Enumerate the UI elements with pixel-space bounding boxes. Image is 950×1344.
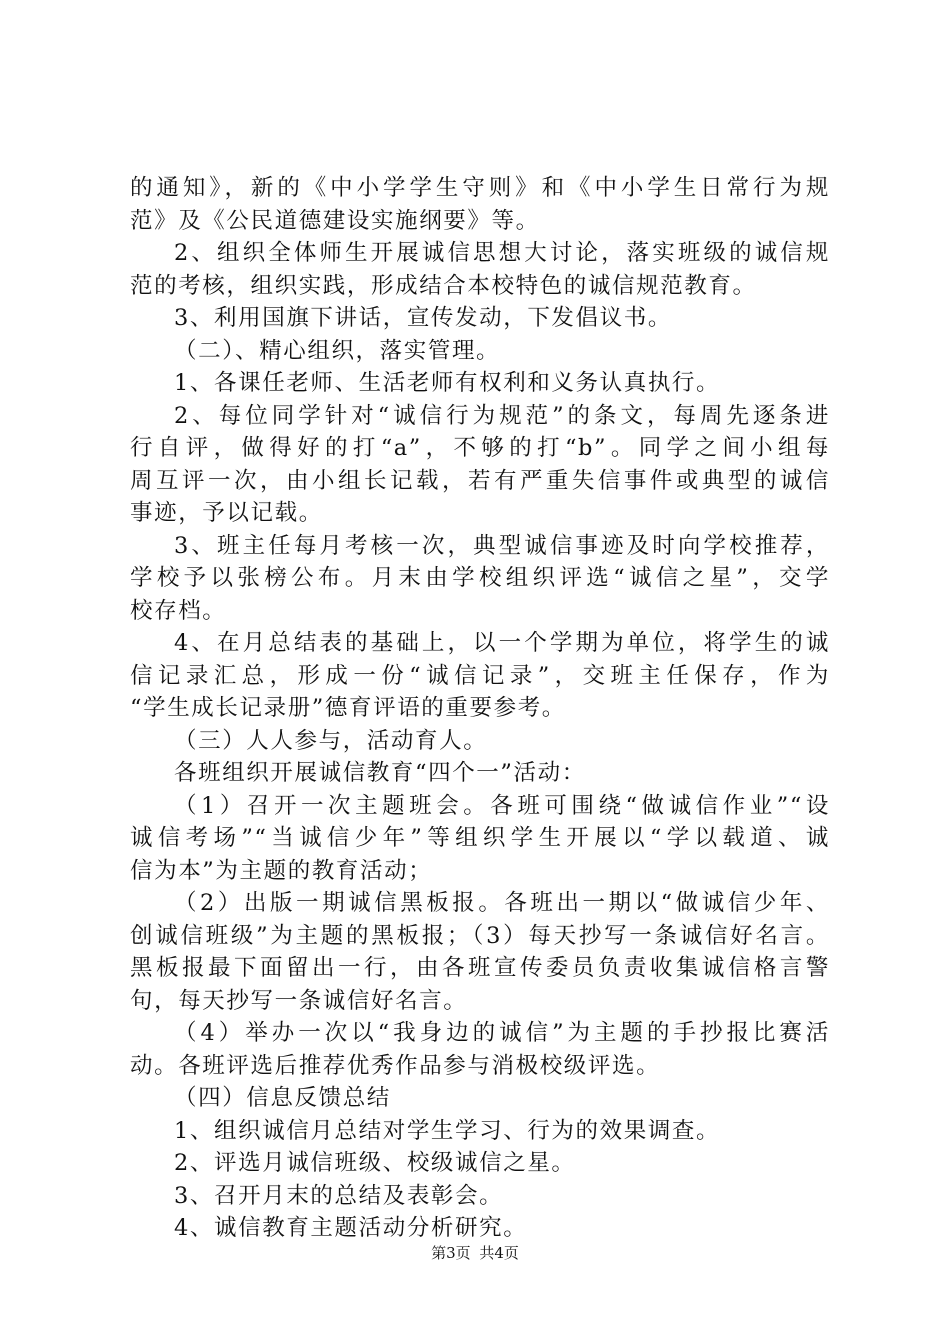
- text-line: 校存档。: [130, 597, 227, 624]
- text-line: 3、班主任每月考核一次，典型诚信事迹及时向学校推荐，: [174, 532, 830, 559]
- text-line: 3、利用国旗下讲话，宣传发动，下发倡议书。: [174, 305, 672, 331]
- text-line: 3、召开月末的总结及表彰会。: [174, 1182, 504, 1209]
- text-line: 行自评，做得好的打“a”，不够的打“b”。同学之间小组每: [130, 435, 830, 461]
- text-line: 信为本”为主题的教育活动；: [130, 857, 433, 884]
- text-line: 学校予以张榜公布。月末由学校组织评选“诚信之星”，交学: [130, 565, 830, 591]
- text-line: 动。各班评选后推荐优秀作品参与消极校级评选。: [130, 1052, 661, 1079]
- text-line: （1）召开一次主题班会。各班可围绕“做诚信作业”“设: [174, 792, 830, 819]
- text-line: 黑板报最下面留出一行，由各班宣传委员负责收集诚信格言警: [130, 955, 830, 981]
- text-line: （2）出版一期诚信黑板报。各班出一期以“做诚信少年、: [174, 890, 830, 916]
- text-line: （4）举办一次以“我身边的诚信”为主题的手抄报比赛活: [174, 1020, 830, 1046]
- document-body: [130, 172, 830, 1245]
- text-line: “学生成长记录册”德育评语的重要参考。: [130, 695, 566, 721]
- text-line: 周互评一次，由小组长记载，若有严重失信事件或典型的诚信: [130, 467, 830, 494]
- text-line: 的通知》，新的《中小学学生守则》和《中小学生日常行为规: [130, 175, 830, 201]
- text-line: （三）人人参与，活动育人。: [174, 727, 488, 754]
- text-line: 4、在月总结表的基础上，以一个学期为单位，将学生的诚: [174, 630, 830, 656]
- text-line: 范的考核，组织实践，形成结合本校特色的诚信规范教育。: [130, 272, 757, 299]
- text-line: 信记录汇总，形成一份“诚信记录”，交班主任保存，作为: [130, 662, 830, 689]
- text-line: 1、组织诚信月总结对学生学习、行为的效果调查。: [174, 1117, 721, 1144]
- text-line: 4、诚信教育主题活动分析研究。: [174, 1215, 528, 1241]
- text-line: 诚信考场”“当诚信少年”等组织学生开展以“学以载道、诚: [130, 825, 830, 851]
- text-line: 句，每天抄写一条诚信好名言。: [130, 987, 468, 1014]
- text-line: 事迹，予以记载。: [130, 500, 323, 526]
- text-line: 1、各课任老师、生活老师有权利和义务认真执行。: [174, 370, 721, 396]
- text-line: 范》及《公民道德建设实施纲要》等。: [130, 207, 540, 234]
- page-number: 第3页: [431, 1244, 471, 1262]
- page-footer: [0, 1243, 950, 1263]
- text-line: 2、组织全体师生开展诚信思想大讨论，落实班级的诚信规: [174, 240, 830, 266]
- text-line: 2、评选月诚信班级、校级诚信之星。: [174, 1150, 576, 1176]
- text-line: （二）、精心组织，落实管理。: [174, 337, 501, 364]
- text-line: 创诚信班级”为主题的黑板报；（3）每天抄写一条诚信好名言。: [130, 922, 830, 949]
- text-line: 各班组织开展诚信教育“四个一”活动：: [174, 760, 586, 786]
- page-total: 共4页: [479, 1244, 519, 1262]
- text-line: （四）信息反馈总结: [174, 1085, 391, 1111]
- text-line: 2、每位同学针对“诚信行为规范”的条文，每周先逐条进: [174, 402, 830, 429]
